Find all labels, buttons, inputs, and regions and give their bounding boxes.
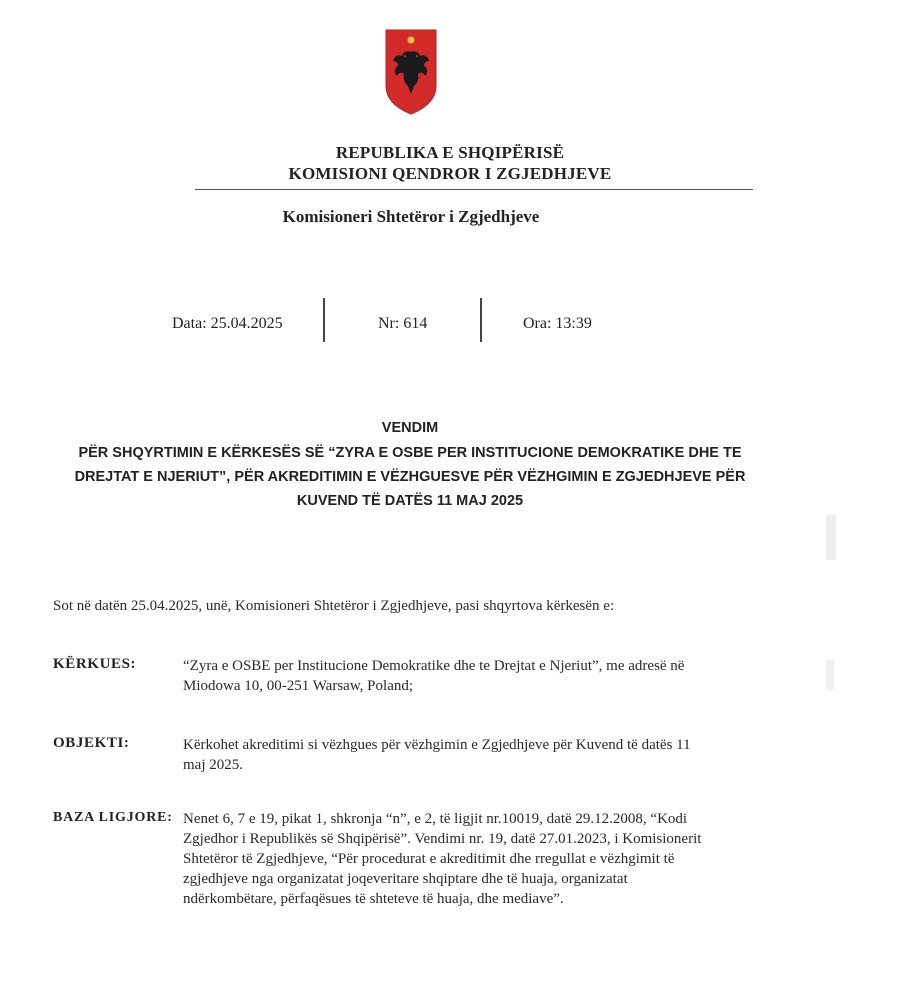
section-line: Kërkohet akreditimi si vëzhgues për vëzhgimin e Zgjedhjeve për Kuvend të datës 11 [183, 737, 691, 753]
section-line: Nenet 6, 7 e 19, pikat 1, shkronja “n”, e 2, të ligjit nr.10019, datë 29.12.2008, “Kodi [183, 811, 688, 827]
section-line: “Zyra e OSBE per Institucione Demokratike dhe te Drejtat e Njeriut”, me adresë në [183, 658, 685, 674]
decision-time: Ora: 13:39 [523, 315, 592, 332]
scan-artifact [826, 515, 836, 560]
section-value-applicant [183, 656, 783, 696]
decision-number: Nr: 614 [378, 315, 428, 332]
section-label-object: OBJEKTI: [53, 735, 130, 751]
decision-title-line: PËR SHQYRTIMIN E KËRKESËS SË “ZYRA E OSBE PER INSTITUCIONE DEMOKRATIKE DHE TE [78, 445, 742, 461]
republic-title: REPUBLIKA E SHQIPËRISË [335, 143, 565, 162]
section-line: Miodowa 10, 00-251 Warsaw, Poland; [183, 678, 414, 694]
decision-title-line: DREJTAT E NJERIUT”, PËR AKREDITIMIN E VËZHGUESVE PËR VËZHGIMIN E ZGJEDHJEVE PËR [74, 469, 746, 485]
commissioner-title: Komisioneri Shtetëror i Zgjedhjeve [282, 207, 540, 226]
intro-paragraph: Sot në datën 25.04.2025, unë, Komisioneri Shtetëror i Zgjedhjeve, pasi shqyrtova kërkesën e: [53, 598, 615, 614]
section-line: Shtetëror të Zgjedhjeve, “Për procedurat e akreditimit dhe rregullat e vëzhgimit të [183, 851, 675, 867]
section-line: Zgjedhor i Republikës së Shqipërisë”. Vendimi nr. 19, datë 27.01.2023, i Komisionerit [183, 831, 702, 847]
section-line: zgjedhjeve nga organizatat joqeveritare shqiptare dhe të huaja, organizatat [183, 871, 628, 887]
scan-artifact [826, 660, 834, 690]
section-line: ndërkombëtare, përfaqësues të shteteve të huaja, dhe mediave”. [183, 891, 564, 907]
decision-title-line: KUVEND TË DATËS 11 MAJ 2025 [296, 493, 524, 509]
section-label-legal-basis: BAZA LIGJORE: [53, 810, 173, 825]
section-line: maj 2025. [183, 757, 243, 773]
meta-divider [480, 298, 482, 342]
albanian-emblem-icon [384, 28, 438, 116]
section-value-object [183, 735, 783, 775]
commission-title: KOMISIONI QENDROR I ZGJEDHJEVE [288, 164, 612, 183]
meta-divider [323, 298, 325, 342]
decision-date: Data: 25.04.2025 [172, 315, 283, 332]
decision-heading: VENDIM [381, 420, 439, 436]
header-divider [195, 189, 753, 190]
section-label-applicant: KËRKUES: [53, 656, 137, 672]
section-value-legal-basis [183, 809, 783, 909]
